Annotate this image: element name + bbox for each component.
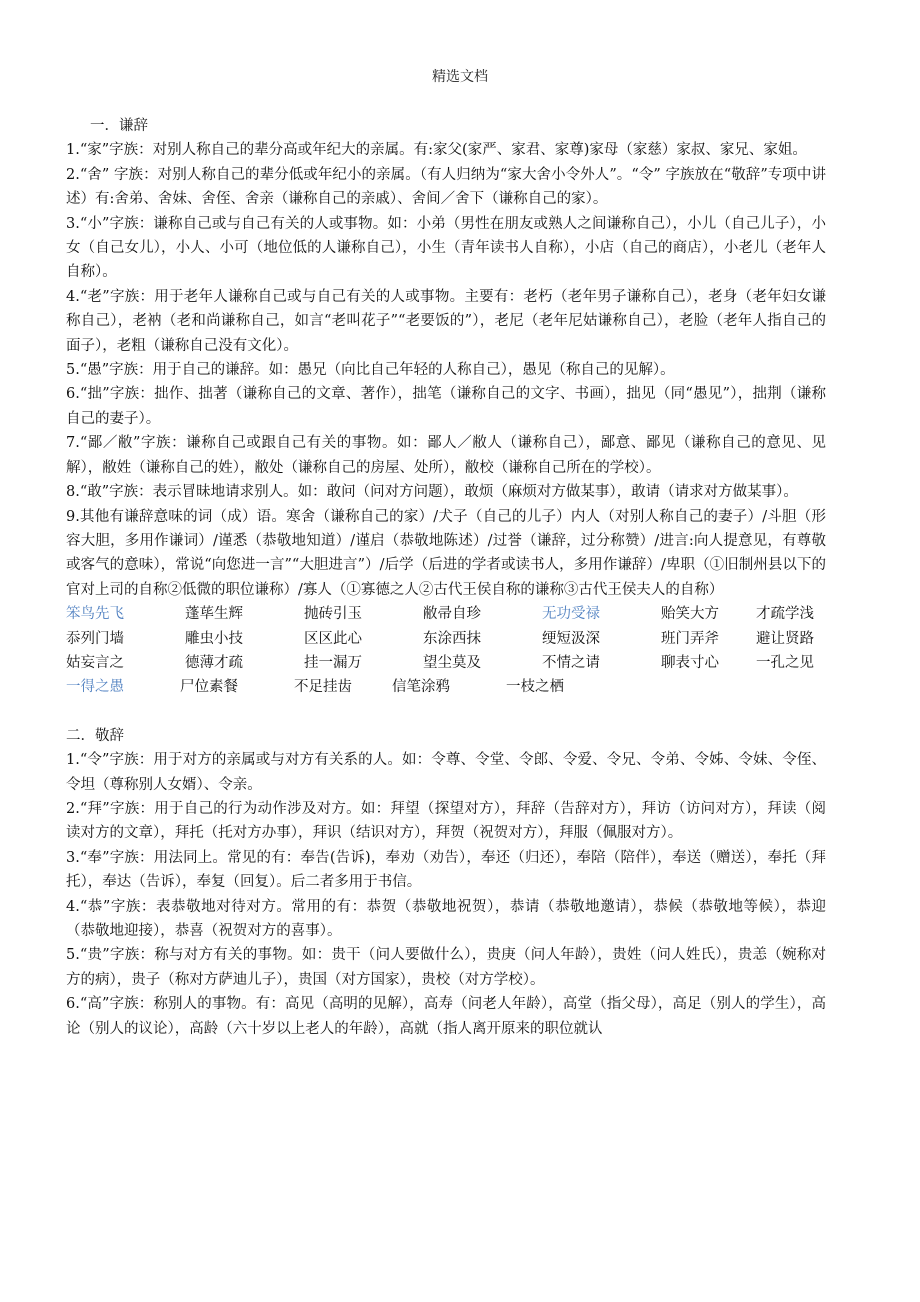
page-header: 精选文档 (432, 69, 488, 85)
humble-item-8: 8.“敢”字族：表示冒昧地请求别人。如：敢问（问对方问题），敢烦（麻烦对方做某事），敢请（请求对方做某事）。 (66, 484, 798, 501)
humble-item-1: 1.“家”字族：对别人称自己的辈分高或年纪大的亲属。有:家父(家严、家君、家尊)家母（家慈）家叔、家兄、家姐。 (66, 142, 807, 159)
phrase-cell: 笨鸟先飞 (66, 606, 124, 623)
respectful-item-3: 3.“奉”字族：用法同上。常见的有：奉告(告诉)，奉劝（劝告），奉还（归还），奉陪（陪伴），奉送（赠送），奉托（拜托），奉达（告诉），奉复（回复）。后二者多用于书信。 (66, 849, 826, 891)
humble-item-5: 5.“愚”字族：用于自己的谦辞。如：愚兄（向比自己年轻的人称自己），愚见（称自己的见解）。 (66, 362, 675, 379)
phrase-cell: 一枝之栖 (506, 679, 564, 696)
phrase-cell: 班门弄斧 (661, 630, 719, 647)
phrase-cell: 绠短汲深 (542, 630, 600, 647)
section-title-humble: 一．谦辞 (90, 118, 148, 134)
phrase-cell: 雕虫小技 (185, 630, 243, 647)
respectful-item-6: 6.“高”字族：称别人的事物。有：高见（高明的见解），高寿（问老人年龄），高堂（指父母），高足（别人的学生），高论（别人的议论），高龄（六十岁以上老人的年龄），高就（指人离开原来的职位就认 (66, 996, 826, 1037)
phrase-cell: 挂一漏万 (304, 654, 362, 671)
phrase-cell: 姑妄言之 (66, 654, 124, 671)
respectful-item-1: 1.“令”字族：用于对方的亲属或与对方有关系的人。如：令尊、令堂、令郎、令爱、令兄、令弟、令姊、令妹、令侄、令坦（尊称别人女婿）、令亲。 (66, 752, 826, 793)
phrase-cell: 敝帚自珍 (423, 606, 481, 623)
humble-item-4: 4.“老”字族：用于老年人谦称自己或与自己有关的人或事物。主要有：老朽（老年男子谦称自己），老身（老年妇女谦称自己），老衲（老和尚谦称自己，如言“老叫花子”“老要饭的”），老尼（老年尼姑谦称自己），老脸（老年人指自己的面子），老粗（谦称自己没有文化）。 (66, 288, 826, 354)
phrase-cell: 不情之请 (542, 654, 600, 671)
respectful-item-4: 4.“恭”字族：表恭敬地对待对方。常用的有：恭贺（恭敬地祝贺），恭请（恭敬地邀请），恭候（恭敬地等候），恭迎（恭敬地迎接），恭喜（祝贺对方的喜事）。 (66, 898, 826, 939)
phrase-cell: 蓬荜生辉 (185, 606, 243, 623)
section-title-respectful: 二．敬辞 (66, 727, 124, 744)
humble-item-6: 6.“拙”字族：拙作、拙著（谦称自己的文章、著作），拙笔（谦称自己的文字、书画），拙见（同“愚见”），拙荆（谦称自己的妻子）。 (66, 386, 826, 427)
phrase-cell: 才疏学浅 (756, 606, 814, 623)
phrase-cell: 一孔之见 (756, 654, 814, 671)
humble-phrase-grid (66, 602, 826, 700)
phrase-cell: 一得之愚 (66, 679, 124, 696)
phrase-cell: 忝列门墙 (66, 630, 124, 647)
phrase-cell: 贻笑大方 (661, 606, 719, 623)
phrase-cell: 不足挂齿 (294, 679, 352, 696)
respectful-item-2: 2.“拜”字族：用于自己的行为动作涉及对方。如：拜望（探望对方），拜辞（告辞对方），拜访（访问对方），拜读（阅读对方的文章），拜托（托对方办事），拜识（结识对方），拜贺（祝贺对方），拜服（佩服对方）。 (66, 800, 826, 842)
phrase-cell: 尸位素餐 (180, 679, 238, 696)
phrase-cell: 德薄才疏 (185, 654, 243, 671)
humble-item-2: 2.“舍” 字族：对别人称自己的辈分低或年纪小的亲属。（有人归纳为“家大舍小令外人”。“令” 字族放在“敬辞”专项中讲述）有:舍弟、舍妹、舍侄、舍亲（谦称自己的亲戚）、舍间／舍下（谦称自己的家）。 (66, 166, 826, 208)
humble-item-7: 7.“鄙／敝”字族：谦称自己或跟自己有关的事物。如：鄙人／敝人（谦称自己），鄙意、鄙见（谦称自己的意见、见解），敝姓（谦称自己的姓），敝处（谦称自己的房屋、处所），敝校（谦称自己所在的学校）。 (66, 435, 826, 476)
humble-item-9: 9.其他有谦辞意味的词（成）语。寒舍（谦称自己的家）/犬子（自己的儿子）内人（对别人称自己的妻子）/斗胆（形容大胆，多用作谦词）/谨悉（恭敬地知道）/谨启（恭敬地陈述）/过誉（谦辞，过分称赞）/进言:向人提意见，有尊敬或客气的意味），常说“向您进一言”“大胆进言”）/后学（后进的学者或读书人，多用作谦辞）/卑职（①旧制州县以下的官对上司的自称②低微的职位谦称）/寡人（①寡德之人②古代王侯自称的谦称③古代王侯夫人的自称） (66, 508, 826, 598)
phrase-cell: 东涂西抹 (423, 630, 481, 647)
phrase-row (66, 627, 826, 651)
respectful-item-5: 5.“贵”字族：称与对方有关的事物。如：贵干（问人要做什么），贵庚（问人年龄），贵姓（问人姓氏），贵恙（婉称对方的病），贵子（称对方萨迪儿子），贵国（对方国家），贵校（对方学校）。 (66, 947, 826, 988)
phrase-row (66, 602, 826, 626)
phrase-row (66, 675, 826, 699)
phrase-cell: 区区此心 (304, 630, 362, 647)
phrase-cell: 无功受禄 (542, 606, 600, 623)
phrase-cell: 聊表寸心 (661, 654, 719, 671)
phrase-row (66, 651, 826, 675)
phrase-cell: 望尘莫及 (423, 654, 481, 671)
humble-item-3: 3.“小”字族：谦称自己或与自己有关的人或事物。如：小弟（男性在朋友或熟人之间谦称自己），小儿（自己儿子），小女（自己女儿），小人、小可（地位低的人谦称自己），小生（青年读书人自称），小店（自己的商店），小老儿（老年人自称）。 (66, 215, 826, 281)
document-body (66, 114, 826, 1041)
phrase-cell: 信笔涂鸦 (392, 679, 450, 696)
phrase-cell: 抛砖引玉 (304, 606, 362, 623)
phrase-cell: 避让贤路 (756, 630, 814, 647)
